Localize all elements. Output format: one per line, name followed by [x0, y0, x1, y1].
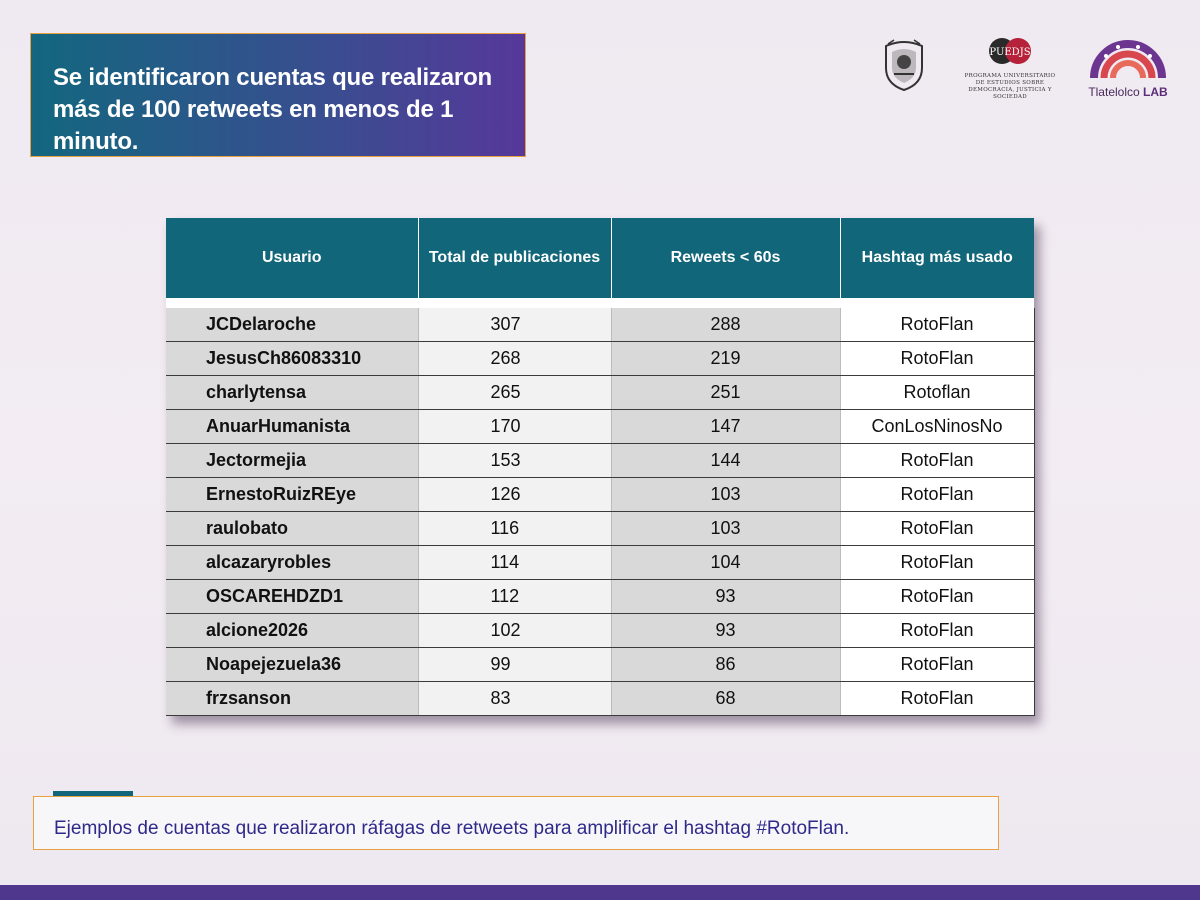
unam-logo — [880, 38, 928, 92]
title-banner — [30, 33, 526, 157]
cell-hashtag: RotoFlan — [840, 648, 1034, 682]
tlatelolco-name: Tlatelolco — [1088, 85, 1140, 99]
cell-total: 307 — [418, 308, 611, 342]
table-row — [166, 444, 1034, 478]
table-row — [166, 614, 1034, 648]
cell-usuario: Jectormejia — [166, 444, 418, 478]
cell-usuario: AnuarHumanista — [166, 410, 418, 444]
cell-retweets: 219 — [611, 342, 840, 376]
puedjs-acronym: PUEDJS — [989, 47, 1031, 58]
cell-usuario: ErnestoRuizREye — [166, 478, 418, 512]
accounts-table — [166, 218, 1034, 716]
cell-hashtag: Rotoflan — [840, 376, 1034, 410]
cell-total: 102 — [418, 614, 611, 648]
cell-total: 268 — [418, 342, 611, 376]
cell-total: 153 — [418, 444, 611, 478]
table-row — [166, 376, 1034, 410]
cell-total: 112 — [418, 580, 611, 614]
cell-retweets: 68 — [611, 682, 840, 716]
table-row — [166, 478, 1034, 512]
table-row — [166, 512, 1034, 546]
page-title: Se identificaron cuentas que realizaron más de 100 retweets en menos de 1 minuto. — [53, 64, 492, 155]
cell-hashtag: RotoFlan — [840, 308, 1034, 342]
table-row — [166, 410, 1034, 444]
cell-total: 265 — [418, 376, 611, 410]
cell-usuario: charlytensa — [166, 376, 418, 410]
cell-total: 83 — [418, 682, 611, 716]
cell-usuario: JesusCh86083310 — [166, 342, 418, 376]
puedjs-logo — [962, 36, 1058, 100]
caption-text: Ejemplos de cuentas que realizaron ráfagas de retweets para amplificar el hashtag #RotoFlan. — [54, 818, 850, 839]
cell-hashtag: RotoFlan — [840, 614, 1034, 648]
cell-retweets: 147 — [611, 410, 840, 444]
cell-usuario: frzsanson — [166, 682, 418, 716]
cell-retweets: 144 — [611, 444, 840, 478]
tlatelolco-arch-icon — [1086, 36, 1170, 80]
table-row — [166, 682, 1034, 716]
table-row — [166, 546, 1034, 580]
cell-hashtag: RotoFlan — [840, 580, 1034, 614]
cell-hashtag: RotoFlan — [840, 478, 1034, 512]
cell-usuario: raulobato — [166, 512, 418, 546]
cell-usuario: JCDelaroche — [166, 308, 418, 342]
bottom-bar — [0, 885, 1200, 900]
puedjs-line1: PROGRAMA UNIVERSITARIO — [964, 73, 1056, 79]
cell-retweets: 288 — [611, 308, 840, 342]
cell-total: 114 — [418, 546, 611, 580]
cell-retweets: 93 — [611, 614, 840, 648]
column-header-total: Total de publicaciones — [418, 218, 611, 298]
table-row — [166, 580, 1034, 614]
cell-retweets: 104 — [611, 546, 840, 580]
tlatelolco-lab: LAB — [1143, 85, 1168, 99]
tlatelolco-lab-logo — [1086, 36, 1170, 98]
cell-retweets: 86 — [611, 648, 840, 682]
column-header-retweets: Reweets < 60s — [611, 218, 840, 298]
cell-usuario: alcione2026 — [166, 614, 418, 648]
cell-retweets: 251 — [611, 376, 840, 410]
cell-total: 116 — [418, 512, 611, 546]
table-row — [166, 342, 1034, 376]
column-header-hashtag: Hashtag más usado — [840, 218, 1034, 298]
table-header-row — [166, 218, 1034, 298]
cell-retweets: 103 — [611, 478, 840, 512]
cell-total: 170 — [418, 410, 611, 444]
column-header-usuario: Usuario — [166, 218, 418, 298]
cell-hashtag: RotoFlan — [840, 512, 1034, 546]
cell-retweets: 93 — [611, 580, 840, 614]
tlatelolco-wordmark — [1086, 85, 1170, 99]
cell-usuario: alcazaryrobles — [166, 546, 418, 580]
cell-retweets: 103 — [611, 512, 840, 546]
cell-hashtag: ConLosNinosNo — [840, 410, 1034, 444]
table-row — [166, 648, 1034, 682]
puedjs-line2: DE ESTUDIOS SOBRE — [975, 80, 1045, 86]
table-row — [166, 308, 1034, 342]
cell-hashtag: RotoFlan — [840, 444, 1034, 478]
caption-box — [33, 796, 999, 850]
cell-hashtag: RotoFlan — [840, 682, 1034, 716]
cell-total: 126 — [418, 478, 611, 512]
cell-hashtag: RotoFlan — [840, 546, 1034, 580]
cell-usuario: OSCAREHDZD1 — [166, 580, 418, 614]
cell-hashtag: RotoFlan — [840, 342, 1034, 376]
cell-usuario: Noapejezuela36 — [166, 648, 418, 682]
cell-total: 99 — [418, 648, 611, 682]
puedjs-line3: DEMOCRACIA, JUSTICIA Y SOCIEDAD — [968, 87, 1052, 100]
puedjs-emblem-icon — [962, 36, 1058, 68]
